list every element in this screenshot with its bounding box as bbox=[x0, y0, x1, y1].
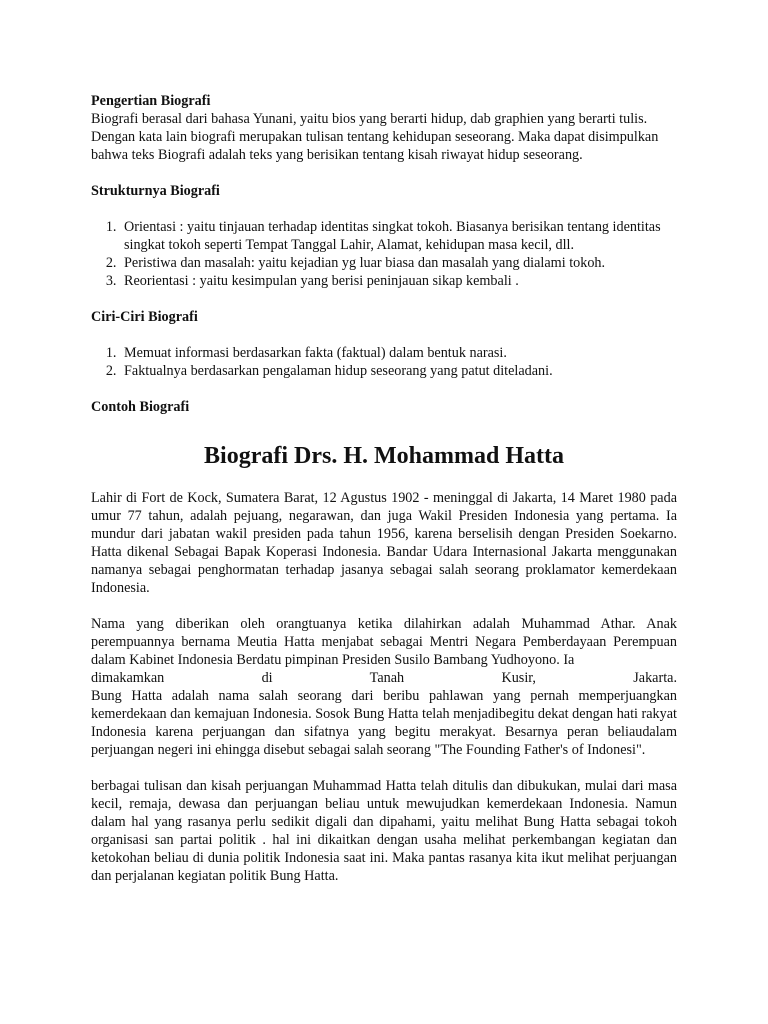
biography-paragraph-2c: Bung Hatta adalah nama salah seorang dari beribu pahlawan yang pernah memperjuangkan kemerdekaan dan kemajuan Indonesia. Sosok Bung Hatta telah menjadibegitu dekat dengan hati rakyat Indonesia karena perjuangan dan sifatnya yang begitu merakyat. Besarnya peran beliaudalam perjuangan negeri ini ehingga disebut sebagai salah seorang "The Founding Father's of Indonesi". bbox=[91, 688, 677, 758]
list-item: 3. Reorientasi : yaitu kesimpulan yang berisi peninjauan sikap kembali . bbox=[120, 272, 677, 290]
biography-paragraph-1: Lahir di Fort de Kock, Sumatera Barat, 12 Agustus 1902 - meninggal di Jakarta, 14 Maret 1980 pada umur 77 tahun, adalah pejuang, negarawan, dan juga Wakil Presiden Indonesia yang pertama. Ia mundur dari jabatan wakil presiden pada tahun 1956, karena berselisih dengan Presiden Soekarno. Hatta dikenal Sebagai Bapak Koperasi Indonesia. Bandar Udara Internasional Jakarta menggunakan namanya sebagai penghormatan terhadap jasanya sebagai salah seorang proklamator kemerdekaan Indonesia. bbox=[91, 490, 677, 596]
heading-struktur: Strukturnya Biografi bbox=[91, 183, 220, 199]
biography-paragraph-3: berbagai tulisan dan kisah perjuangan Muhammad Hatta telah ditulis dan dibukukan, mulai dari masa kecil, remaja, dewasa dan perjuangan beliau untuk mewujudkan kemerdekaan Indonesia. Namun dalam hal yang rasanya perlu sedikit digali dan dipahami, yaitu melihat Bung Hatta sebagai tokoh organisasi san partai politik . hal ini dikaitkan dengan usaha melihat perkembangan kegiatan dan ketokohan beliau di dunia politik Indonesia saat ini. Maka pantas rasanya kita ikut melihat perjuangan dan perjalanan kegiatan politik Bung Hatta. bbox=[91, 778, 677, 884]
biography-paragraph-2a: Nama yang diberikan oleh orangtuanya ketika dilahirkan adalah Muhammad Athar. Anak perempuannya bernama Meutia Hatta menjabat sebagai Mentri Negara Pemberdayaan Perempuan dalam Kabinet Indonesia Berdatu pimpinan Presiden Susilo Bambang Yudhoyono. Ia bbox=[91, 616, 677, 668]
ciri-list bbox=[91, 344, 677, 380]
list-item: 2. Faktualnya berdasarkan pengalaman hidup seseorang yang patut diteladani. bbox=[120, 362, 677, 380]
biography-title: Biografi Drs. H. Mohammad Hatta bbox=[204, 443, 564, 469]
heading-contoh: Contoh Biografi bbox=[91, 399, 190, 415]
list-item: 1. Orientasi : yaitu tinjauan terhadap identitas singkat tokoh. Biasanya berisikan tentang identitas singkat tokoh seperti Tempat Tanggal Lahir, Alamat, kehidupan masa kecil, dll. bbox=[120, 218, 677, 254]
heading-ciri: Ciri-Ciri Biografi bbox=[91, 309, 198, 325]
list-item: 1. Memuat informasi berdasarkan fakta (faktual) dalam bentuk narasi. bbox=[120, 344, 677, 362]
biography-paragraph-2b: dimakamkan di Tanah Kusir, Jakarta. bbox=[91, 670, 677, 686]
list-item: 2. Peristiwa dan masalah: yaitu kejadian yg luar biasa dan masalah yang dialami tokoh. bbox=[120, 254, 677, 272]
struktur-list bbox=[91, 218, 677, 290]
heading-pengertian: Pengertian Biografi bbox=[91, 93, 211, 109]
pengertian-body: Biografi berasal dari bahasa Yunani, yaitu bios yang berarti hidup, dab graphien yang berarti tulis. Dengan kata lain biografi merupakan tulisan tentang kehidupan seseorang. Maka dapat disimpulkan bahwa teks Biografi adalah teks yang berisikan tentang kisah riwayat hidup seseorang. bbox=[91, 111, 659, 163]
